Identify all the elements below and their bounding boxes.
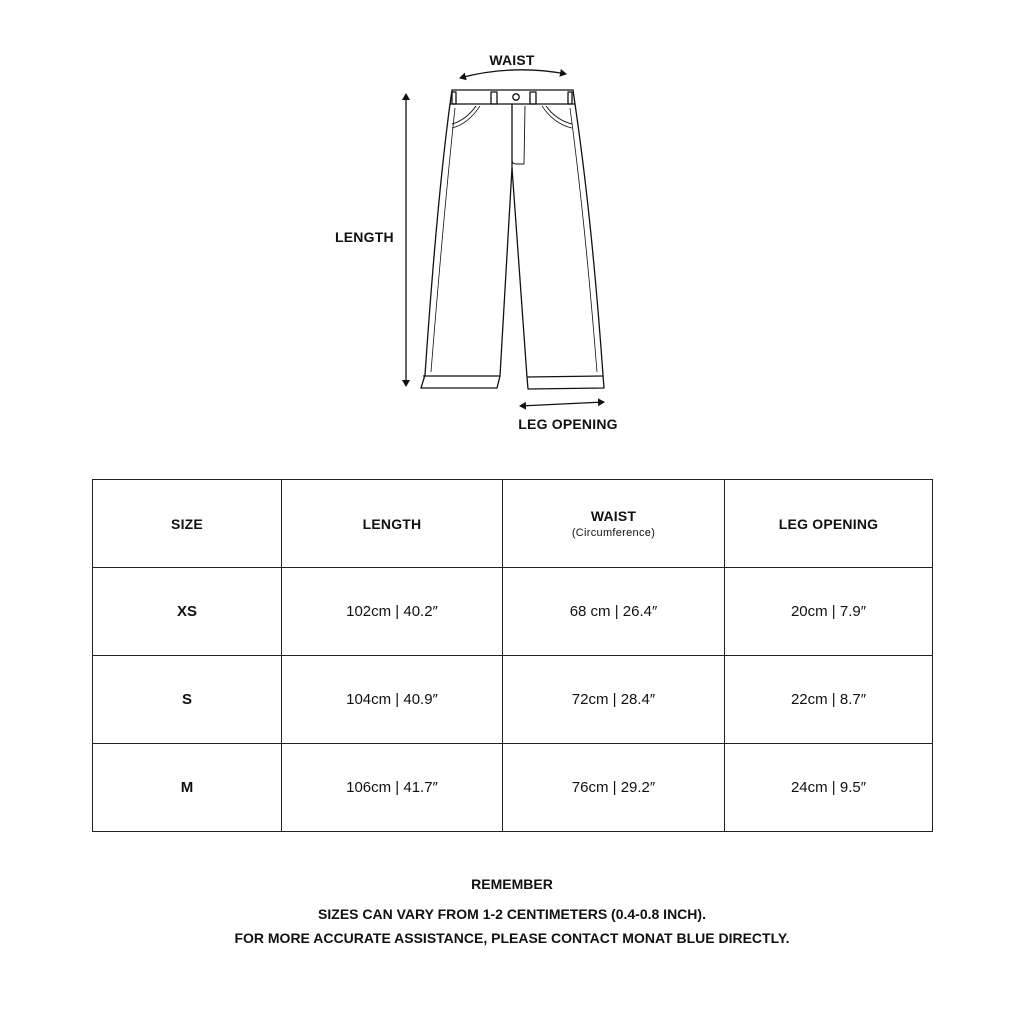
- leg-opening-cell: 24cm | 9.5″: [725, 744, 933, 832]
- waist-label: WAIST: [489, 52, 535, 68]
- header-size: SIZE: [93, 480, 282, 568]
- size-cell: M: [93, 744, 282, 832]
- waist-cell: 72cm | 28.4″: [503, 656, 725, 744]
- length-cell: 102cm | 40.2″: [282, 568, 503, 656]
- table-header-row: [93, 480, 933, 568]
- waist-arrow: [460, 70, 566, 78]
- measurement-diagram: [0, 0, 1024, 460]
- length-cell: 104cm | 40.9″: [282, 656, 503, 744]
- header-waist: [503, 480, 725, 568]
- pants-outline: [421, 90, 604, 389]
- header-length: LENGTH: [282, 480, 503, 568]
- leg-opening-label: LEG OPENING: [518, 416, 618, 432]
- table-row: [93, 656, 933, 744]
- table-row: [93, 744, 933, 832]
- notes-line-contact: FOR MORE ACCURATE ASSISTANCE, PLEASE CONTACT MONAT BLUE DIRECTLY.: [234, 930, 790, 946]
- leg-opening-cell: 22cm | 8.7″: [725, 656, 933, 744]
- length-label: LENGTH: [335, 229, 394, 245]
- header-waist-label: WAIST: [590, 508, 637, 524]
- waist-cell: 76cm | 29.2″: [503, 744, 725, 832]
- notes-section: [0, 876, 1024, 954]
- size-chart-table: [92, 479, 933, 832]
- header-waist-sublabel: (Circumference): [571, 527, 656, 539]
- table-row: [93, 568, 933, 656]
- leg-opening-arrow: [520, 402, 604, 406]
- pants-illustration: [0, 0, 1024, 460]
- notes-line-variation: SIZES CAN VARY FROM 1-2 CENTIMETERS (0.4-0.8 INCH).: [318, 906, 706, 922]
- waist-cell: 68 cm | 26.4″: [503, 568, 725, 656]
- notes-title: REMEMBER: [471, 876, 553, 892]
- leg-opening-cell: 20cm | 7.9″: [725, 568, 933, 656]
- header-leg-opening: LEG OPENING: [725, 480, 933, 568]
- size-cell: XS: [93, 568, 282, 656]
- length-cell: 106cm | 41.7″: [282, 744, 503, 832]
- size-cell: S: [93, 656, 282, 744]
